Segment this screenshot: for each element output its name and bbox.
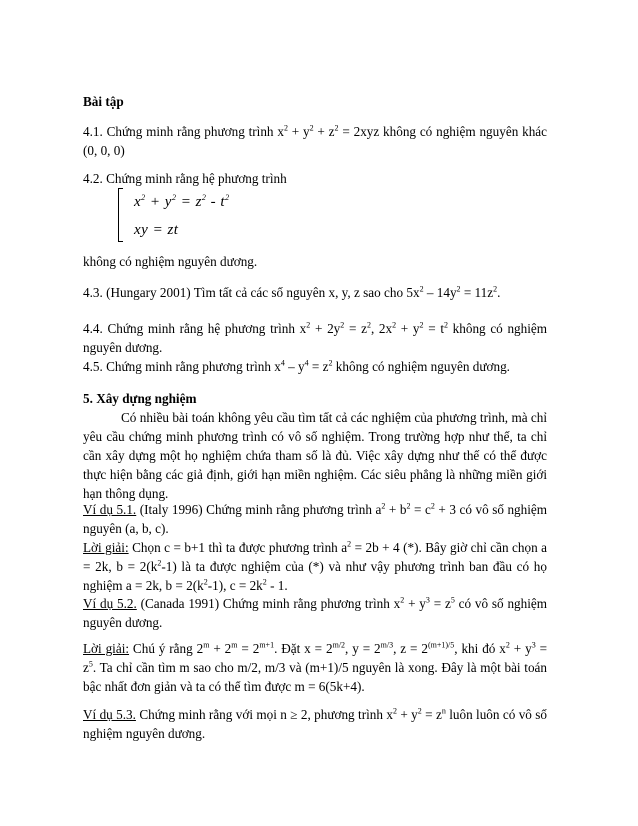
example-5-1: Ví dụ 5.1. (Italy 1996) Chứng minh rằng phương trình $a^2 + b^2 = c^2 + 3$ có vô số nghiệm nguyên (a, b, c). Lời giải: Chọn c = b+1 thì ta được phương trình $a^2 = 2b + 4$ (*). Bây giờ chỉ cần chọn a = 2k, $b = 2(k^2-1)$ là ta được nghiệm của (*) và như vậy phương trình ban đầu có họ nghiệm a = 2k, $b = 2(k^2-1)$, $c = 2k^2 - 1$. bbox=[83, 501, 548, 593]
brace-symbol bbox=[118, 188, 123, 242]
system-equation-2: xy = zt bbox=[134, 222, 179, 238]
page-title: Bài tập bbox=[83, 94, 124, 109]
system-equation-1: $x^2 + y^2 = z^2 - t^2$ bbox=[134, 193, 230, 210]
example-5-2-solution: Lời giải: Chú ý rằng $2^m + 2^m = 2^{m+1}$. Đặt $x = 2^{m/2}$, $y = 2^{m/3}$, $z = 2^{(m+1)/5}$, khi đó $x^2 + y^3 = z^5$. Ta chỉ cần tìm m sao cho m/2, m/3 và (m+1)/5 nguyên là xong. Đây là một bài toán bậc nhất đơn giản và ta có thể tìm được m = 6(5k+4). bbox=[83, 640, 548, 694]
section-5-heading: 5. Xây dựng nghiệm bbox=[83, 391, 197, 406]
exercise-4-2: 4.2. Chứng minh rằng hệ phương trình bbox=[83, 171, 287, 186]
exercise-4-1: 4.1. Chứng minh rằng phương trình $x^2 + y^2 + z^2 = 2xyz$ không có nghiệm nguyên khác (0, 0, 0) bbox=[83, 123, 547, 158]
exercise-4-2-conclusion: không có nghiệm nguyên dương. bbox=[83, 254, 258, 269]
example-5-3: Ví dụ 5.3. Chứng minh rằng với mọi n ≥ 2, phương trình $x^2 + y^2 = z^n$ luôn luôn có vô số nghiệm nguyên dương. bbox=[83, 706, 548, 741]
equation-system bbox=[118, 186, 238, 246]
exercise-4-4: 4.4. Chứng minh rằng hệ phương trình $x^2 + 2y^2 = z^2$, $2x^2 + y^2 = t^2$ không có nghiệm nguyên dương. bbox=[83, 320, 548, 355]
example-label: Ví dụ 5.2. bbox=[83, 596, 137, 611]
solution-label: Lời giải: bbox=[83, 540, 129, 555]
example-label: Ví dụ 5.3. bbox=[83, 707, 136, 722]
example-label: Ví dụ 5.1. bbox=[83, 502, 137, 517]
exercise-4-5: 4.5. Chứng minh rằng phương trình $x^4 - y^4 = z^2$ không có nghiệm nguyên dương. bbox=[83, 358, 510, 374]
example-5-2: Ví dụ 5.2. (Canada 1991) Chứng minh rằng phương trình $x^2 + y^3 = z^5$ có vô số nghiệm nguyên dương. bbox=[83, 595, 547, 630]
solution-label: Lời giải: bbox=[83, 641, 130, 656]
section-5-body: Có nhiều bài toán không yêu cầu tìm tất cả các nghiệm của phương trình, mà chỉ yêu cầu chứng minh phương trình có vô số nghiệm. Trong trường hợp như thế, ta chỉ cần xây dựng một họ nghiệm chứa tham số là đủ. Việc xây dựng như thế có thể được thực hiện bằng các giả định, giới hạn miền nghiệm. Các siêu phẳng là những miền giới hạn thông dụng. bbox=[83, 410, 547, 501]
exercise-4-3: 4.3. (Hungary 2001) Tìm tất cả các số nguyên x, y, z sao cho $5x^2 - 14y^2 = 11z^2$. bbox=[83, 284, 501, 300]
